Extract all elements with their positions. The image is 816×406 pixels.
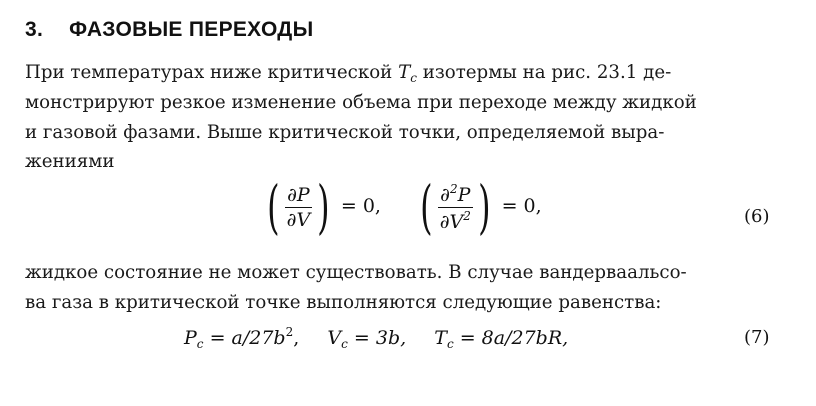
math-part: P (457, 183, 471, 206)
math-superscript: 2 (285, 325, 294, 339)
math-expression: = a/27b (203, 327, 286, 349)
equation-7-number: (7) (744, 327, 770, 348)
math-variable: P (184, 327, 197, 349)
equals-zero: = 0, (340, 195, 381, 217)
section-number: 3. (25, 18, 44, 41)
paragraph-1-line-1 (25, 61, 671, 90)
math-variable: T (434, 327, 447, 349)
math-expression: = 3b, (347, 327, 407, 349)
fraction-bar (285, 207, 313, 208)
section-title: ФАЗОВЫЕ ПЕРЕХОДЫ (69, 18, 314, 41)
fraction-2 (438, 182, 473, 233)
equation-7 (184, 325, 568, 351)
math-subscript: c (341, 337, 348, 351)
equation-6 (262, 173, 542, 241)
math-variable: V (327, 327, 342, 349)
paragraph-2-line-2: ва газа в критической точке выполняются следующие равенства: (25, 292, 662, 313)
equation-6-number: (6) (744, 206, 770, 227)
text-segment: изотермы на рис. 23.1 де- (416, 62, 672, 83)
section-heading (25, 18, 313, 42)
math-variable: T (398, 62, 411, 83)
right-paren: ) (477, 173, 491, 241)
math-part: ∂ (440, 183, 450, 206)
fraction-1 (285, 184, 313, 231)
equals-zero: = 0, (501, 195, 542, 217)
math-subscript: c (196, 337, 204, 351)
right-paren: ) (317, 173, 330, 241)
paragraph-1-line-3: и газовой фазами. Выше критической точки, определяемой выра- (25, 122, 665, 143)
fraction-bar (438, 207, 473, 208)
math-subscript: c (446, 337, 454, 351)
math-part: ∂V (439, 210, 464, 233)
fraction-numerator (438, 182, 473, 206)
math-expression: = 8a/27bR, (453, 327, 569, 349)
math-superscript: 2 (449, 181, 458, 196)
math-subscript: c (410, 71, 417, 85)
paragraph-2-line-1: жидкое состояние не может существовать. В случае вандерваальсо- (25, 262, 687, 283)
fraction-numerator: ∂P (287, 183, 310, 206)
fraction-denominator (438, 209, 473, 233)
paragraph-1-line-4: жениями (25, 151, 115, 172)
math-superscript: 2 (463, 208, 471, 223)
paragraph-1-line-2: монстрируют резкое изменение объема при переходе между жидкой (25, 92, 697, 113)
text-segment: При температурах ниже критической (25, 62, 399, 83)
left-paren: ( (420, 173, 433, 241)
left-paren: ( (267, 173, 280, 241)
fraction-denominator: ∂V (286, 208, 311, 231)
math-punct: , (293, 327, 300, 349)
